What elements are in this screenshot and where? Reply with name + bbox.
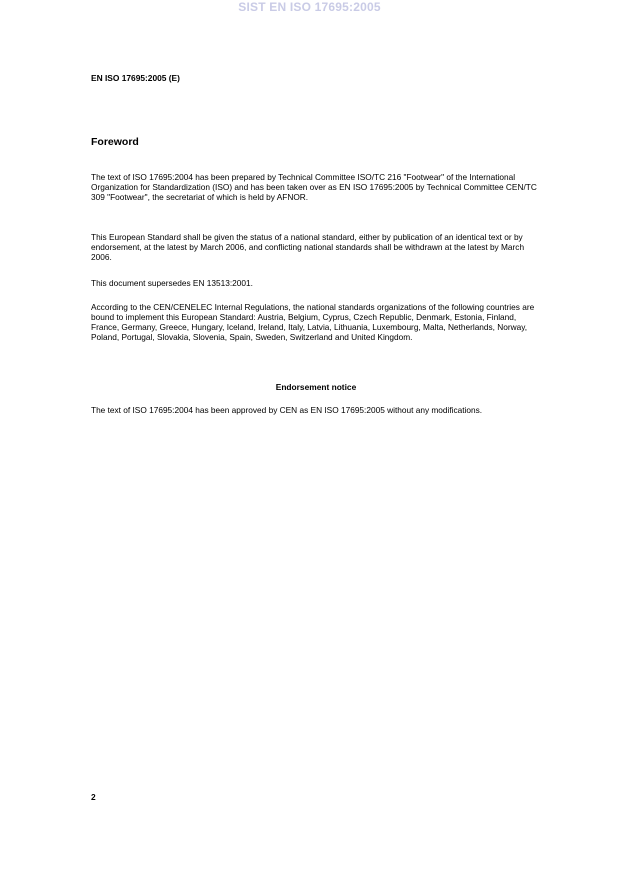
foreword-paragraph-3: This document supersedes EN 13513:2001. — [91, 278, 253, 288]
foreword-paragraph-2: This European Standard shall be given the status of a national standard, either by publication of an identical text or by endorsement, at the latest by March 2006, and conflicting national standards shall be withdrawn at the latest by March 2006. — [91, 232, 525, 263]
endorsement-title: Endorsement notice — [275, 382, 357, 392]
foreword-paragraph-4: According to the CEN/CENELEC Internal Regulations, the national standards organizations of the following countries are bound to implement this European Standard: Austria, Belgium, Cyprus, Czech Republic, Denmark, Estonia, Finland, France, Germany, Greece, Hungary, Iceland, Ireland, Italy, Latvia, Lithuania, Luxembourg, Malta, Netherlands, Norway, Poland, Portugal, Slovakia, Slovenia, Spain, Sweden, Switzerland and United Kingdom. — [91, 302, 535, 343]
page-number: 2 — [91, 792, 96, 802]
watermark: SIST EN ISO 17695:2005 — [238, 0, 381, 14]
foreword-paragraph-1: The text of ISO 17695:2004 has been prepared by Technical Committee ISO/TC 216 "Footwear" of the International Organization for Standardization (ISO) and has been taken over as EN ISO 17695:2005 by Technical Committee CEN/TC 309 "Footwear", the secretariat of which is held by AFNOR. — [91, 172, 537, 203]
document-header: EN ISO 17695:2005 (E) — [91, 73, 180, 83]
endorsement-text: The text of ISO 17695:2004 has been approved by CEN as EN ISO 17695:2005 without any modifications. — [91, 405, 483, 415]
foreword-title: Foreword — [91, 136, 139, 148]
